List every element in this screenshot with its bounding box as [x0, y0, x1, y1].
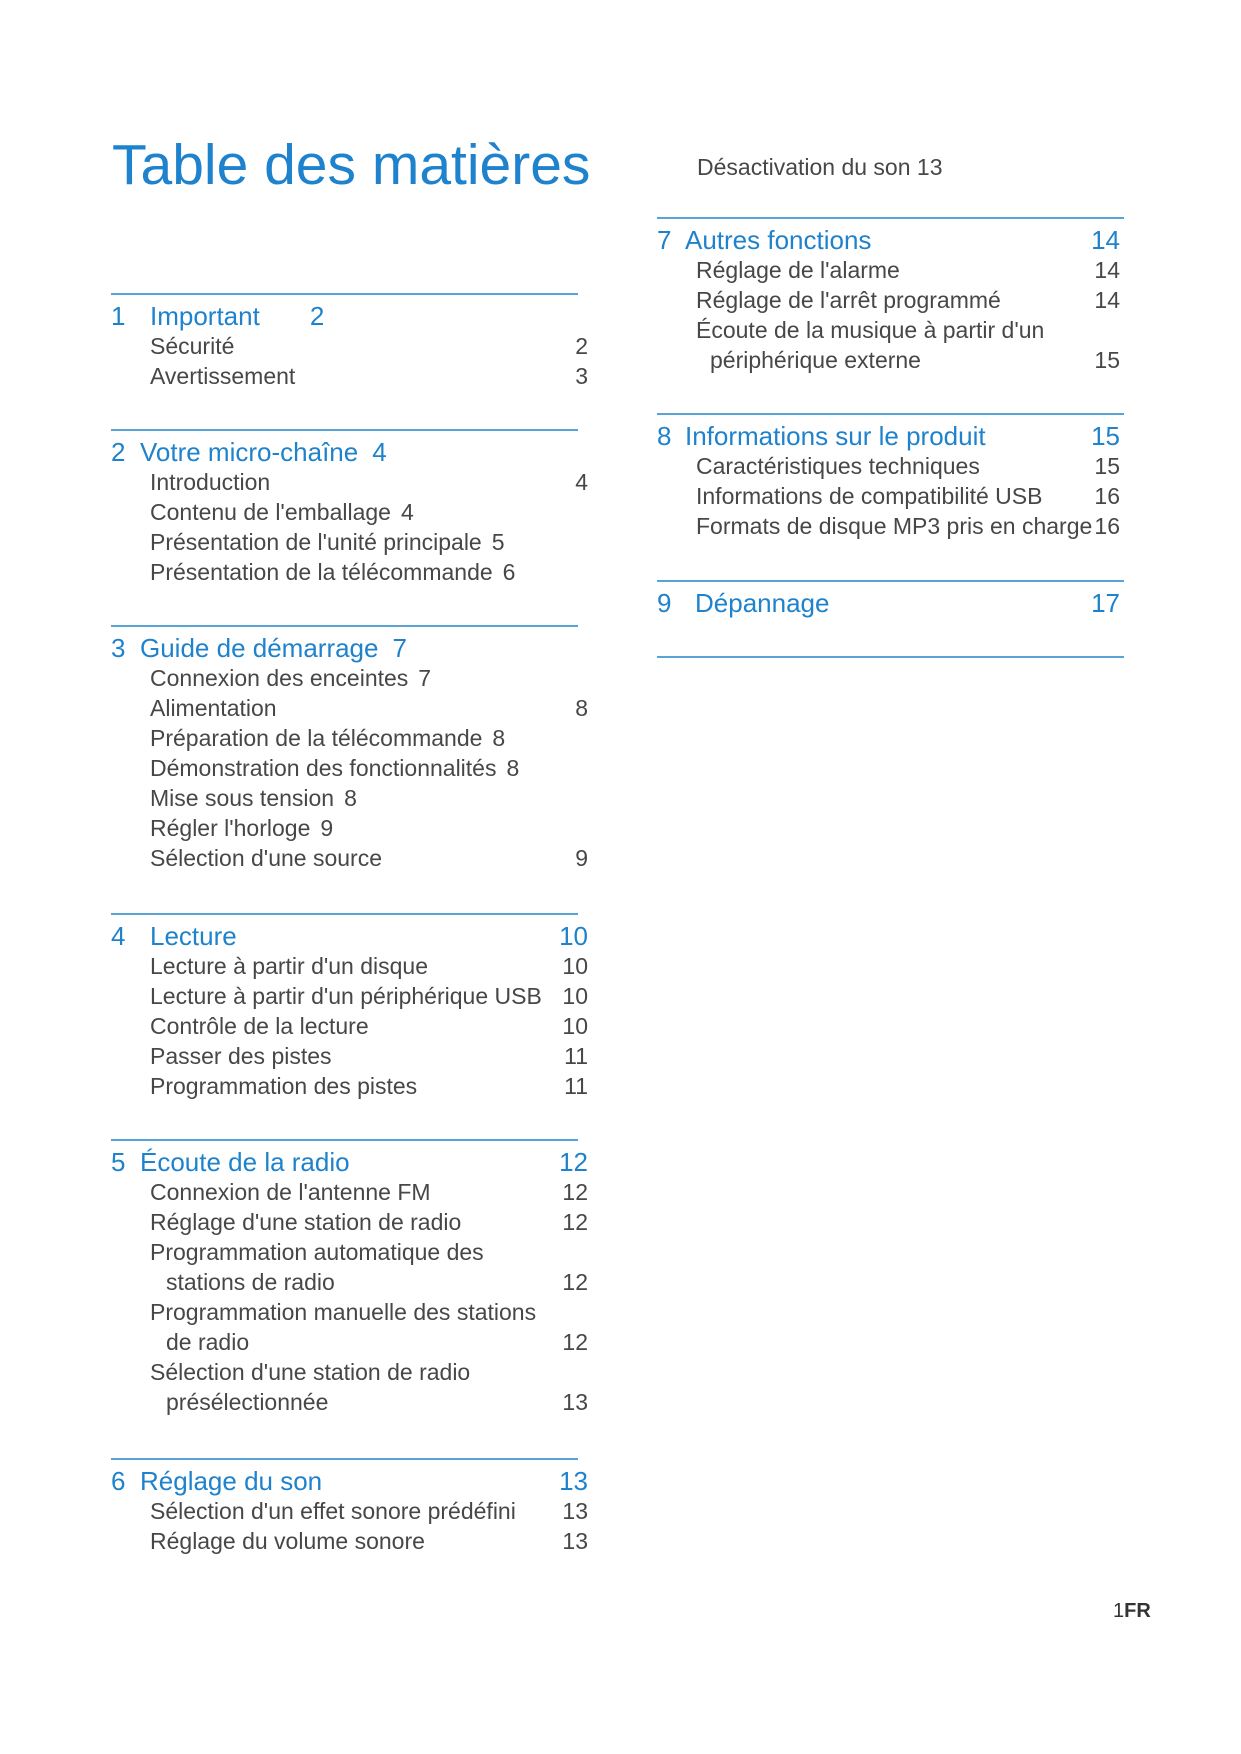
toc-entry-page: 12	[562, 1179, 588, 1205]
toc-entry-text: Présentation de l'unité principale	[150, 529, 482, 555]
toc-entry-text: Réglage du volume sonore	[150, 1528, 425, 1554]
toc-entry-page: 4	[575, 469, 588, 495]
toc-entry[interactable]	[150, 1177, 431, 1207]
toc-section-2	[111, 429, 588, 585]
toc-entry-text: Caractéristiques techniques	[696, 453, 980, 479]
toc-section-9	[657, 580, 1124, 618]
toc-entry-text: Lecture à partir d'un périphérique USB	[150, 983, 542, 1009]
toc-entry-page: 12	[562, 1209, 588, 1235]
toc-entry-page: 13	[562, 1528, 588, 1554]
section-title: Réglage du son	[140, 1466, 323, 1496]
toc-entry-text: Programmation des pistes	[150, 1073, 418, 1099]
toc-entry-text: périphérique externe	[710, 347, 921, 373]
page-number	[1113, 1600, 1151, 1623]
toc-entry-page: 10	[562, 983, 588, 1009]
section-page: 7	[392, 633, 407, 663]
section-title: Lecture	[150, 921, 237, 951]
section-number: 9	[657, 588, 672, 618]
toc-entry-page: 8	[492, 725, 506, 751]
toc-entry-text: Lecture à partir d'un disque	[150, 953, 429, 979]
section-page: 14	[1091, 225, 1120, 255]
toc-entry[interactable]	[150, 497, 414, 527]
toc-entry[interactable]	[150, 557, 515, 587]
toc-entry[interactable]	[150, 1496, 516, 1526]
toc-entry-text: Désactivation du son	[697, 154, 911, 180]
toc-entry[interactable]	[150, 951, 428, 981]
section-number: 6	[111, 1466, 126, 1496]
toc-entry-text: Réglage de l'arrêt programmé	[696, 287, 1001, 313]
toc-entry-text: Connexion des enceintes	[150, 665, 409, 691]
toc-entry[interactable]	[150, 753, 519, 783]
toc-entry[interactable]	[696, 285, 1001, 315]
section-title: Écoute de la radio	[140, 1147, 350, 1177]
section-title: Informations sur le produit	[685, 421, 986, 451]
toc-section-1	[111, 293, 588, 389]
toc-entry-page: 8	[506, 755, 520, 781]
toc-entry[interactable]	[150, 467, 270, 497]
toc-section-5	[111, 1139, 588, 1415]
section-page: 17	[1091, 588, 1120, 618]
toc-entry-text: Sécurité	[150, 333, 235, 359]
toc-entry[interactable]	[150, 663, 431, 693]
toc-section-6	[111, 1458, 588, 1554]
section-title: Important	[150, 301, 260, 331]
toc-entry-continuation[interactable]	[166, 1387, 328, 1417]
toc-entry-page: 5	[491, 529, 505, 555]
toc-entry[interactable]	[150, 1237, 484, 1267]
toc-entry-text: Formats de disque MP3 pris en charge	[696, 513, 1093, 539]
toc-entry-text: Sélection d'une source	[150, 845, 382, 871]
toc-section-3	[111, 625, 588, 871]
toc-entry-page: 15	[1094, 453, 1120, 479]
toc-entry-text: Réglage d'une station de radio	[150, 1209, 462, 1235]
toc-entry[interactable]	[150, 527, 505, 557]
toc-entry-text: Sélection d'une station de radio	[150, 1359, 471, 1385]
toc-entry[interactable]	[150, 1207, 461, 1237]
toc-entry-page: 13	[916, 154, 943, 180]
toc-entry[interactable]	[696, 255, 900, 285]
toc-entry-continuation[interactable]	[166, 1327, 249, 1357]
section-number: 5	[111, 1147, 126, 1177]
toc-entry-page: 8	[575, 695, 588, 721]
section-number: 2	[111, 437, 126, 467]
toc-entry-text: Contenu de l'emballage	[150, 499, 391, 525]
toc-entry-page: 11	[564, 1073, 588, 1099]
section-page: 13	[559, 1466, 588, 1496]
toc-entry-page: 16	[1094, 513, 1120, 539]
toc-entry-page: 6	[502, 559, 516, 585]
section-title: Dépannage	[695, 588, 830, 618]
toc-entry[interactable]	[150, 1041, 332, 1071]
toc-section-7	[657, 217, 1124, 373]
section-title: Votre micro-chaîne	[140, 437, 359, 467]
toc-entry-text: Programmation manuelle des stations	[150, 1299, 537, 1325]
toc-entry-page: 15	[1094, 347, 1120, 373]
section-page: 10	[559, 921, 588, 951]
toc-entry-text: Présentation de la télécommande	[150, 559, 493, 585]
toc-entry-text: Contrôle de la lecture	[150, 1013, 369, 1039]
toc-entry[interactable]	[696, 481, 1042, 511]
toc-entry-continuation[interactable]	[166, 1267, 335, 1297]
section-number: 4	[111, 921, 126, 951]
toc-entry[interactable]	[150, 1297, 536, 1327]
toc-entry[interactable]	[150, 783, 357, 813]
toc-entry-page: 16	[1094, 483, 1120, 509]
toc-entry-text: stations de radio	[166, 1269, 335, 1295]
toc-entry[interactable]	[150, 843, 382, 873]
toc-entry-page: 4	[400, 499, 414, 525]
toc-entry-text: Démonstration des fonctionnalités	[150, 755, 497, 781]
toc-entry[interactable]	[150, 813, 333, 843]
toc-entry[interactable]	[150, 1071, 417, 1101]
section-divider	[657, 656, 1124, 658]
toc-entry[interactable]	[150, 361, 295, 391]
toc-entry-page: 2	[575, 333, 588, 359]
toc-entry-page: 12	[562, 1269, 588, 1295]
toc-entry-page: 7	[418, 665, 432, 691]
toc-entry-text: Réglage de l'alarme	[696, 257, 900, 283]
toc-entry-page: 11	[564, 1043, 588, 1069]
toc-entry-page: 10	[562, 953, 588, 979]
toc-entry-page: 9	[575, 845, 588, 871]
toc-entry-text: Sélection d'un effet sonore prédéfini	[150, 1498, 516, 1524]
toc-entry-text: Régler l'horloge	[150, 815, 311, 841]
section-number: 1	[111, 301, 126, 331]
toc-entry[interactable]	[150, 981, 542, 1011]
toc-entry[interactable]	[150, 331, 234, 361]
toc-entry-page: 14	[1094, 257, 1120, 283]
section-title: Autres fonctions	[685, 225, 872, 255]
page-title: Table des matières	[112, 133, 591, 197]
section-page: 12	[559, 1147, 588, 1177]
toc-entry-page: 10	[562, 1013, 588, 1039]
toc-entry-text: Avertissement	[150, 363, 296, 389]
toc-entry-page: 12	[562, 1329, 588, 1355]
toc-entry[interactable]	[696, 511, 1092, 541]
toc-section-4	[111, 913, 588, 1099]
toc-entry-page: 13	[562, 1498, 588, 1524]
section-page: 2	[309, 301, 325, 331]
section-number: 7	[657, 225, 672, 255]
toc-entry-text: Informations de compatibilité USB	[696, 483, 1043, 509]
toc-entry-text: Mise sous tension	[150, 785, 335, 811]
toc-entry[interactable]	[150, 1357, 470, 1387]
toc-entry[interactable]	[696, 451, 980, 481]
toc-entry-carryover[interactable]	[697, 152, 943, 182]
section-title: Guide de démarrage	[140, 633, 379, 663]
toc-entry-page: 3	[575, 363, 588, 389]
toc-entry-text: Introduction	[150, 469, 271, 495]
section-page: 4	[372, 437, 387, 467]
toc-entry-text: Alimentation	[150, 695, 277, 721]
section-number: 8	[657, 421, 672, 451]
toc-entry-text: Préparation de la télécommande	[150, 725, 483, 751]
toc-entry-text: Programmation automatique des	[150, 1239, 484, 1265]
toc-entry[interactable]	[150, 1011, 369, 1041]
toc-entry-text: Écoute de la musique à partir d'un	[696, 317, 1045, 343]
language-code: FR	[1124, 1600, 1151, 1622]
toc-entry-page: 8	[344, 785, 357, 811]
toc-entry-page: 14	[1094, 287, 1120, 313]
toc-entry[interactable]	[150, 723, 505, 753]
section-number: 3	[111, 633, 126, 663]
toc-entry[interactable]	[150, 693, 277, 723]
toc-entry-text: Connexion de l'antenne FM	[150, 1179, 431, 1205]
toc-entry[interactable]	[696, 315, 1044, 345]
toc-entry-page: 13	[562, 1389, 588, 1415]
toc-entry-text: de radio	[166, 1329, 250, 1355]
toc-entry-page: 9	[320, 815, 334, 841]
toc-entry-text: présélectionnée	[166, 1389, 329, 1415]
toc-section-8	[657, 413, 1124, 539]
page-number-value: 1	[1113, 1600, 1125, 1622]
toc-entry[interactable]	[150, 1526, 425, 1556]
toc-entry-text: Passer des pistes	[150, 1043, 332, 1069]
toc-entry-continuation[interactable]	[710, 345, 921, 375]
section-page: 15	[1091, 421, 1120, 451]
